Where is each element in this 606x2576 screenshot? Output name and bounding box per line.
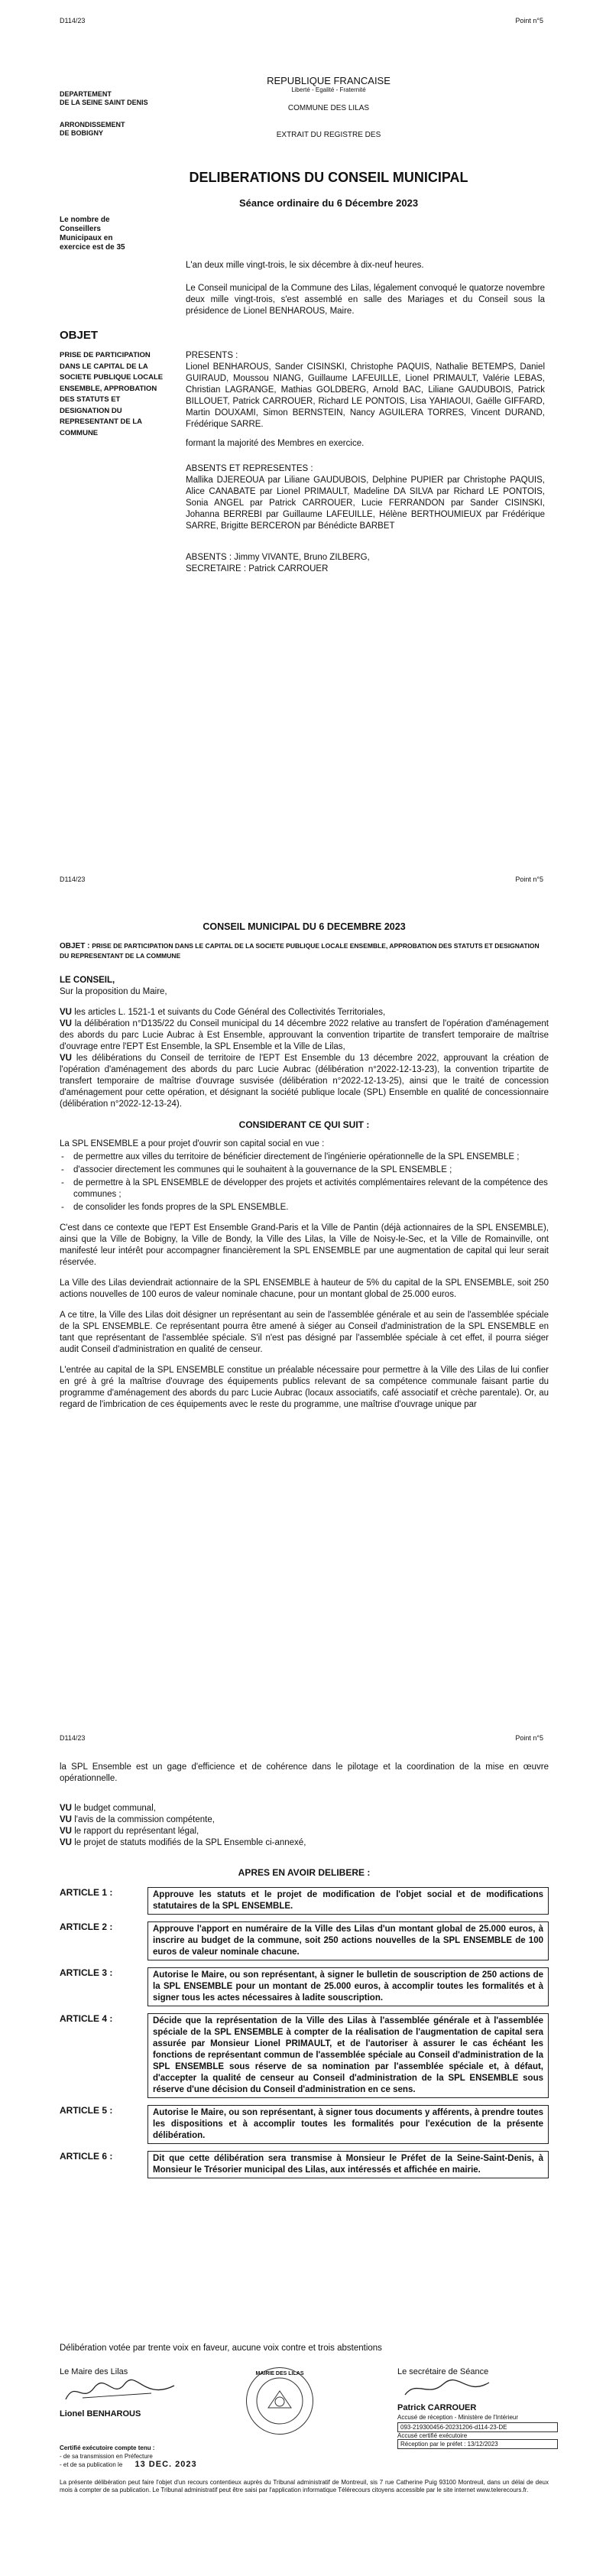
document-reference: D114/23: [60, 1734, 86, 1742]
session-title: Séance ordinaire du 6 Décembre 2023: [238, 197, 419, 209]
republic-header: [183, 75, 474, 139]
spl-goals-list: [60, 1152, 549, 1213]
list-item: - de permettre aux villes du territoire de bénéficier directement de l'ingénierie opérationnelle de la SPL ENSEMBLE ;: [60, 1152, 549, 1163]
receipt-prefecture: Accusé certifié exécutoire: [397, 2432, 468, 2439]
article-text: Autorise le Maire, ou son représentant, à signer le bulletin de souscription de 250 actions de la SPL ENSEMBLE pour un montant de 25.000 euros, à accomplir toutes les formalités et à signer tous les actes nécessaires à ladite souscription.: [147, 1967, 549, 2006]
date-line: L'an deux mille vingt-trois, le six décembre à dix-neuf heures.: [186, 261, 424, 270]
spl-intro: La SPL ENSEMBLE a pour projet d'ouvrir son capital social en vue :: [60, 1139, 325, 1148]
presents-block: [186, 350, 545, 575]
mayor-label: Le Maire des Lilas: [60, 2367, 128, 2376]
registry-extract: EXTRAIT DU REGISTRE DES: [276, 131, 381, 139]
article-row: [60, 2105, 549, 2144]
vu-item: VU la délibération n°D135/22 du Conseil municipal du 14 décembre 2022 relative au transfert de l'opération d'aménagement des abords du parc Lucie Aubrac à Est Ensemble, approuvant la convention tripartite de transfert temporaire de maîtrise d'ouvrage entre l'EPT Est Ensemble, la SPL Ensemble et la Ville de Lilas,: [60, 1019, 549, 1051]
article-label: ARTICLE 4 :: [60, 2013, 113, 2024]
certification-block: [60, 2444, 258, 2469]
secretary-name: Patrick CARROUER: [397, 2403, 477, 2412]
deliberations-title: DELIBERATIONS DU CONSEIL MUNICIPAL: [189, 170, 468, 185]
councillors-note: Le nombre de Conseillers Municipaux en exercice est de 35: [60, 216, 125, 252]
article-label: ARTICLE 5 :: [60, 2105, 113, 2116]
receipt-date: Réception par le préfet : 13/12/2023: [397, 2439, 558, 2449]
absents-represented-label: ABSENTS ET REPRESENTES :: [186, 464, 313, 473]
article-label: ARTICLE 2 :: [60, 1921, 113, 1932]
vu-item: VU le projet de statuts modifiés de la SPL Ensemble ci-annexé,: [60, 1838, 306, 1847]
page2-body: [60, 975, 549, 1411]
objet-prefix: OBJET :: [60, 942, 90, 950]
commune-name: COMMUNE DES LILAS: [287, 104, 370, 112]
receipt-id: 093-219300456-20231206-d114-23-DE: [397, 2422, 558, 2432]
vu-item: VU l'avis de la commission compétente,: [60, 1815, 215, 1824]
considerant-heading: CONSIDERANT CE QUI SUIT :: [238, 1119, 370, 1130]
article-label: ARTICLE 3 :: [60, 1967, 113, 1978]
proposal-line: Sur la proposition du Maire,: [60, 987, 167, 996]
page-3: [0, 1717, 606, 2576]
article-text: Décide que la représentation de la Ville des Lilas à l'assemblée générale et à l'assemblée spéciale de la SPL ENSEMBLE à compter de la réalisation de l'augmentation de capital sera assurée par Monsieur Lionel PRIMAULT, et de l'autoriser à assurer le cas échéant les fonctions de représentant commun de l'assemblée spéciale au Conseil d'administration de la SPL ENSEMBLE sous réserve de sa nomination par l'assemblée spéciale et, à défaut, d'accepter la qualité de censeur au Conseil d'administration de la SPL ENSEMBLE sous réserve d'une décision du Conseil d'administration en ce sens.: [147, 2013, 549, 2098]
republic-title: REPUBLIQUE FRANCAISE: [267, 75, 390, 86]
article-text: Approuve les statuts et le projet de modification de l'objet social et de modifications statutaires de la SPL ENSEMBLE.: [147, 1887, 549, 1915]
paragraph: La Ville des Lilas deviendrait actionnaire de la SPL ENSEMBLE à hauteur de 5% du capital de la SPL ENSEMBLE, soit 250 actions nouvelles de 100 euros de valeur nominale chacune, pour un montant global de 25.000 euros.: [60, 1278, 549, 1299]
page-2: [0, 859, 606, 1717]
point-label: Point n°5: [515, 17, 543, 24]
republic-motto: Liberté - Egalité - Fraternité: [291, 86, 366, 93]
paragraph: A ce titre, la Ville des Lilas doit désigner un représentant au sein de l'assemblée générale et au sein de l'assemblée spéciale de la SPL ENSEMBLE. Ce représentant pourra être amené à siéger au Conseil d'administration de la SPL ENSEMBLE en tant que représentant de l'assemblée spéciale. S'il n'est pas désigné par l'assemblée spéciale à cet effet, il pourra siéger audit Conseil d'administration en qualité de censeur.: [60, 1311, 549, 1354]
legal-recourse-note: La présente délibération peut faire l'objet d'un recours contentieux auprès du Tribunal administratif de Montreuil, sis 7 rue Catherine Puig 93100 Montreuil, dans un délai de deux mois à compter de sa publication. Le Tribunal administratif peut être saisi par l'application informatique Télérecours citoyens accessible par le site internet www.telerecours.fr.: [60, 2479, 549, 2493]
cert-line: - et de sa publication le 13 DEC. 2023: [60, 2460, 197, 2469]
vu-item: VU les articles L. 1521-1 et suivants du Code Général des Collectivités Territoriales,: [60, 1008, 386, 1017]
article-label: ARTICLE 6 :: [60, 2151, 113, 2162]
town-seal-icon: [246, 2367, 313, 2435]
le-conseil: LE CONSEIL,: [60, 976, 115, 985]
vu-list: [60, 1803, 549, 1849]
articles-list: [60, 1887, 549, 2185]
page-1: [0, 0, 606, 859]
council-heading: CONSEIL MUNICIPAL DU 6 DECEMBRE 2023: [203, 921, 406, 932]
vu-item: VU le budget communal,: [60, 1804, 156, 1813]
seal-graphic: [247, 2368, 313, 2434]
article-row: [60, 1967, 549, 2006]
article-row: [60, 1921, 549, 1960]
vote-result: Délibération votée par trente voix en faveur, aucune voix contre et trois abstentions: [60, 2344, 382, 2353]
apres-heading: APRES EN AVOIR DELIBERE :: [238, 1867, 371, 1878]
vu-item: VU le rapport du représentant légal,: [60, 1827, 199, 1836]
presents-list: Lionel BENHAROUS, Sander CISINSKI, Christophe PAQUIS, Nathalie BETEMPS, Daniel GUIRAUD, Moussou NIANG, Guillaume LAFEUILLE, Lionel PRIMAULT, Valérie LEBAS, Christian LAGRANGE, Mathias GOLDBERG, Arnold BAC, Liliane GAUDUBOIS, Patrick BILLOUET, Patrick CARROUER, Richard LE PONTOIS, Lisa YAHIAOUI, Gaëlle GIFFARD, Martin DOUXAMI, Simon BERNSTEIN, Nancy AGUILERA TORRES, Vincent DURAND, Frédérique SARRE.: [186, 362, 545, 429]
point-label: Point n°5: [515, 875, 543, 883]
objet-line: [60, 941, 549, 961]
department-block: DEPARTEMENT DE LA SEINE SAINT DENIS: [60, 90, 148, 106]
article-text: Dit que cette délibération sera transmise à Monsieur le Préfet de la Seine-Saint-Denis, à Monsieur le Trésorier municipal des Lilas, aux intéressés et affichée en mairie.: [147, 2151, 549, 2178]
objet-text: PRISE DE PARTICIPATION DANS LE CAPITAL DE LA SOCIETE PUBLIQUE LOCALE ENSEMBLE, APPROBATION DES STATUTS ET DESIGNATION DU REPRESENTANT DE LA COMMUNE: [60, 351, 164, 437]
absents-line: ABSENTS : Jimmy VIVANTE, Bruno ZILBERG,: [186, 553, 370, 562]
continuation-text: la SPL Ensemble est un gage d'efficience et de cohérence dans le pilotage et la coordination de la mise en œuvre opérationnelle.: [60, 1762, 549, 1783]
article-text: Approuve l'apport en numéraire de la Ville des Lilas d'un montant global de 25.000 euros, à inscrire au budget de la commune, soit 250 actions nouvelles de la SPL ENSEMBLE de 100 euros de valeur nominale chacune.: [147, 1921, 549, 1960]
secretary-signature-icon: [397, 2376, 520, 2401]
absents-represented-list: Mallika DJEREOUA par Liliane GAUDUBOIS, Delphine PUPIER par Christophe PAQUIS, Alice CANABATE par Lionel PRIMAULT, Madeline DA SILVA par Richard LE PONTOIS, Sonia ANGEL par Patrick CARROUER, Lucie FERRANDON par Sander CISINSKI, Johanna BERREBI par Guillaume LAFEUILLE, Hélène BERTHOUMIEUX par Frédérique SARRE, Brigitte BERCERON par Bénédicte BARBET: [186, 476, 545, 531]
majority-note: formant la majorité des Membres en exercice.: [186, 439, 365, 448]
document-reference: D114/23: [60, 17, 86, 24]
cert-line: - de sa transmission en Préfecture: [60, 2453, 153, 2460]
article-row: [60, 1887, 549, 1915]
presents-label: PRESENTS :: [186, 351, 238, 360]
certified-label: Certifié exécutoire compte tenu :: [60, 2444, 155, 2451]
point-label: Point n°5: [515, 1734, 543, 1742]
secretary-signature-block: [397, 2367, 558, 2449]
certification-date-stamp: 13 DEC. 2023: [134, 2460, 197, 2469]
secretary-line: SECRETAIRE : Patrick CARROUER: [186, 564, 329, 573]
article-row: [60, 2151, 549, 2178]
vu-item: VU les délibérations du Conseil de territoire de l'EPT Est Ensemble du 13 décembre 2022, approuvant la création de l'opération d'aménagement des abords du parc Lucie Aubrac (délibération n°2022-12-13-23), la convention tripartite de transfert temporaire de maîtrise d'ouvrage susvisée (délibération n°2022-12-13-25), ainsi que le traité de concession d'aménagement pour cette opération, et désignant la société publique locale (SPL) Ensemble en qualité de concessionnaire (délibération n°2022-12-13-24).: [60, 1054, 549, 1109]
list-item: - de consolider les fonds propres de la SPL ENSEMBLE.: [60, 1202, 549, 1213]
objet-text: PRISE DE PARTICIPATION DANS LE CAPITAL DE LA SOCIETE PUBLIQUE LOCALE ENSEMBLE, APPROBATION DES STATUTS ET DESIGNATION DU REPRESENTANT DE LA COMMUNE: [60, 942, 540, 960]
vu-list: [60, 1007, 549, 1110]
receipt-title: Accusé de réception - Ministère de l'Intérieur: [397, 2414, 519, 2421]
secretary-label: Le secrétaire de Séance: [397, 2367, 489, 2376]
mayor-signature-block: [60, 2367, 212, 2418]
mayor-signature-icon: [60, 2376, 182, 2407]
list-item: - de permettre à la SPL ENSEMBLE de développer des projets et activités complémentaires relevant de la compétence des communes ;: [60, 1178, 549, 1200]
paragraph: L'entrée au capital de la SPL ENSEMBLE constitue un préalable nécessaire pour permettre à la Ville des Lilas de lui confier en gré à gré la maîtrise d'ouvrage des équipements publics relevant de sa compétence communale faisant partie du programme d'aménagement des abords du parc Lucie Aubrac (locaux associatifs, café associatif et crèche parentale). Or, au regard de l'imbrication de ces équipements avec le reste du programme, une maîtrise d'ouvrage unique par: [60, 1366, 549, 1409]
article-row: [60, 2013, 549, 2098]
document-reference: D114/23: [60, 875, 86, 883]
list-item: - d'associer directement les communes qui le souhaitent à la gouvernance de la SPL ENSEMBLE ;: [60, 1165, 549, 1176]
article-label: ARTICLE 1 :: [60, 1887, 113, 1898]
mayor-name: Lionel BENHAROUS: [60, 2409, 141, 2418]
seal-text: MAIRIE DES LILAS: [255, 2371, 304, 2376]
article-text: Autorise le Maire, ou son représentant, à signer tous documents y afférents, à prendre toutes les dispositions et à accomplir toutes les formalités pour l'exécution de la présente délibération.: [147, 2105, 549, 2144]
paragraph: C'est dans ce contexte que l'EPT Est Ensemble Grand-Paris et la Ville de Pantin (déjà actionnaires de la SPL ENSEMBLE), ainsi que la Ville de Bobigny, la Ville de Bondy, la Ville des Lilas, la Ville de Noisy-le-Sec, et la Ville de Romainville, ont manifesté leur intérêt pour accompagner financièrement la SPL ENSEMBLE par une augmentation de capital qui leur serait réservée.: [60, 1223, 549, 1267]
arrondissement-block: ARRONDISSEMENT DE BOBIGNY: [60, 121, 125, 137]
convocation-text: Le Conseil municipal de la Commune des Lilas, légalement convoqué le quatorze novembre deux mille vingt-trois, s'est assemblé en salle des Mariages et du Conseil sous la présidence de Lionel BENHAROUS, Maire.: [186, 284, 545, 316]
objet-label: OBJET: [60, 329, 99, 342]
